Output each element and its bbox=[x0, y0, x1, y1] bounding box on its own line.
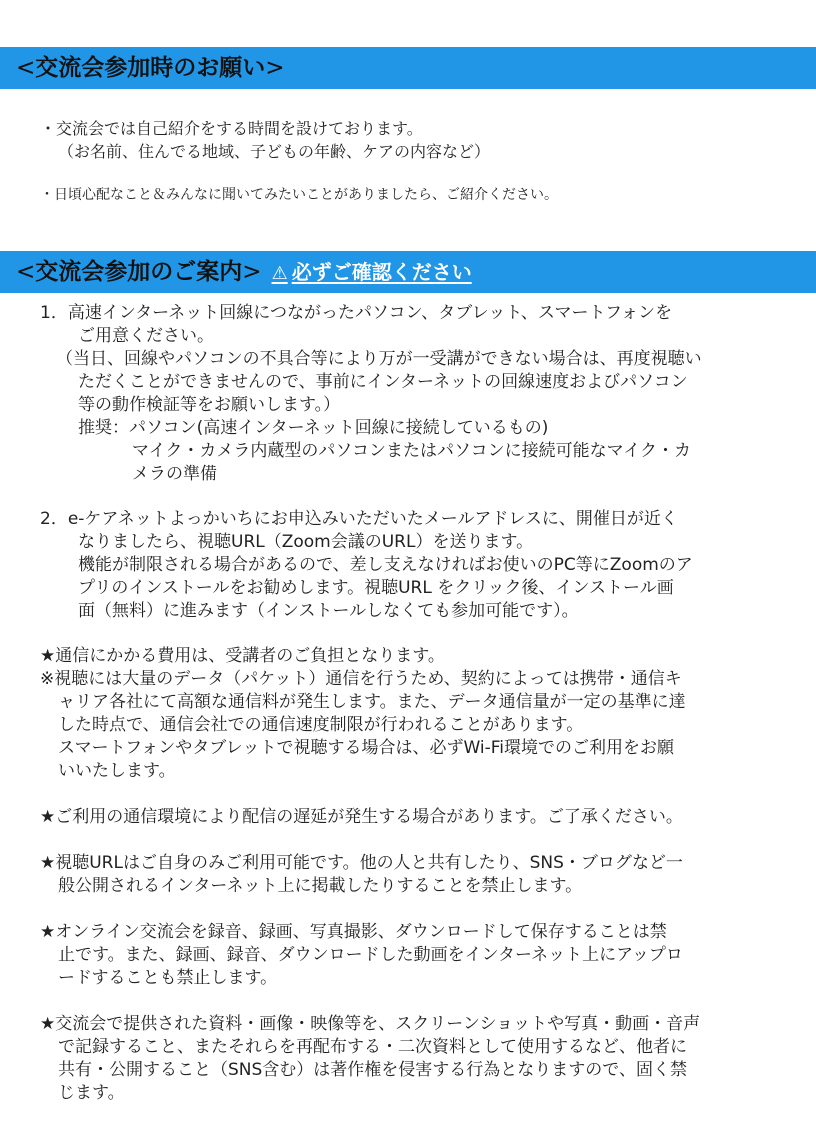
url-line: ★視聴URLはご自身のみご利用可能です。他の人と共有したり、SNS・ブログなど一 bbox=[40, 853, 683, 873]
item1-line: ご用意ください。 bbox=[78, 326, 214, 346]
record-line: 止です。また、録画、録音、ダウンロードした動画をインターネット上にアップロ bbox=[58, 945, 683, 965]
record-line: ードすることも禁止します。 bbox=[58, 968, 278, 988]
item1-line: ただくことができませんので、事前にインターネットの回線速度およびパソコン bbox=[78, 372, 688, 392]
banner-title: 交流会参加時のお願い bbox=[35, 55, 266, 81]
item2-line: 2．e-ケアネットよっかいちにお申込みいただいたメールアドレスに、開催日が近く bbox=[40, 509, 678, 529]
item1-recommend: 推奨：パソコン(高速インターネット回線に接続しているもの) bbox=[78, 418, 549, 438]
cost-line: ★通信にかかる費用は、受講者のご負担となります。 bbox=[40, 646, 445, 666]
cost-line: スマートフォンやタブレットで視聴する場合は、必ずWi-Fi環境でのご利用をお願 bbox=[58, 738, 675, 758]
item1-line: メラの準備 bbox=[132, 464, 217, 484]
must-confirm-notice bbox=[272, 260, 472, 284]
item1-line: （当日、回線やパソコンの不具合等により万が一受講ができない場合は、再度視聴い bbox=[56, 349, 702, 369]
section-banner-guide bbox=[0, 251, 816, 293]
copyright-line: で記録すること、またそれらを再配布する・二次資料として使用するなど、他者に bbox=[58, 1037, 687, 1057]
banner-close-bracket: > bbox=[265, 55, 285, 81]
item2-line: 面（無料）に進みます（インストールしなくても参加可能です）。 bbox=[78, 601, 579, 621]
cost-line: した時点で、通信会社での通信速度制限が行われることがあります。 bbox=[58, 715, 584, 735]
record-line: ★オンライン交流会を録音、録画、写真撮影、ダウンロードして保存することは禁 bbox=[40, 922, 667, 942]
copyright-line: 共有・公開すること（SNS含む）は著作権を侵害する行為となりますので、固く禁 bbox=[58, 1060, 687, 1080]
banner-open-bracket: < bbox=[16, 55, 36, 81]
bullet-questions: ・日頃心配なこと＆みんなに聞いてみたいことがありましたら、ご紹介ください。 bbox=[40, 187, 558, 203]
cost-line: ャリア各社にて高額な通信料が発生します。また、データ通信量が一定の基準に達 bbox=[58, 692, 686, 712]
section-banner-requests bbox=[0, 47, 816, 89]
banner-close-bracket: > bbox=[242, 259, 262, 285]
item2-line: 機能が制限される場合があるので、差し支えなければお使いのPC等にZoomのア bbox=[78, 555, 693, 575]
bullet-self-intro: ・交流会では自己紹介をする時間を設けております。 bbox=[40, 119, 423, 138]
url-line: 般公開されるインターネット上に掲載したりすることを禁止します。 bbox=[58, 876, 583, 896]
copyright-line: じます。 bbox=[58, 1083, 125, 1103]
cost-line: いいたします。 bbox=[58, 761, 176, 781]
copyright-line: ★交流会で提供された資料・画像・映像等を、スクリーンショットや写真・動画・音声 bbox=[40, 1014, 701, 1034]
delay-line: ★ご利用の通信環境により配信の遅延が発生する場合があります。ご了承ください。 bbox=[40, 807, 683, 827]
item2-line: プリのインストールをお勧めします。視聴URL をクリック後、インストール画 bbox=[78, 578, 674, 598]
item1-line: マイク・カメラ内蔵型のパソコンまたはパソコンに接続可能なマイク・カ bbox=[132, 441, 691, 461]
item2-line: なりましたら、視聴URL（Zoom会議のURL）を送ります。 bbox=[78, 532, 534, 552]
warning-icon: ⚠ bbox=[271, 263, 288, 284]
item1-line: 1．高速インターネット回線につながったパソコン、タブレット、スマートフォンを bbox=[40, 303, 673, 323]
item1-line: 等の動作検証等をお願いします。） bbox=[78, 395, 341, 415]
must-confirm-text: 必ずご確認ください bbox=[291, 260, 472, 284]
banner-open-bracket: < bbox=[16, 259, 36, 285]
bullet-self-intro-detail: （お名前、住んでる地域、子どもの年齢、ケアの内容など） bbox=[58, 142, 491, 161]
cost-line: ※視聴には大量のデータ（パケット）通信を行うため、契約によっては携帯・通信キ bbox=[40, 669, 682, 689]
banner-title: 交流会参加のご案内 bbox=[35, 259, 243, 285]
